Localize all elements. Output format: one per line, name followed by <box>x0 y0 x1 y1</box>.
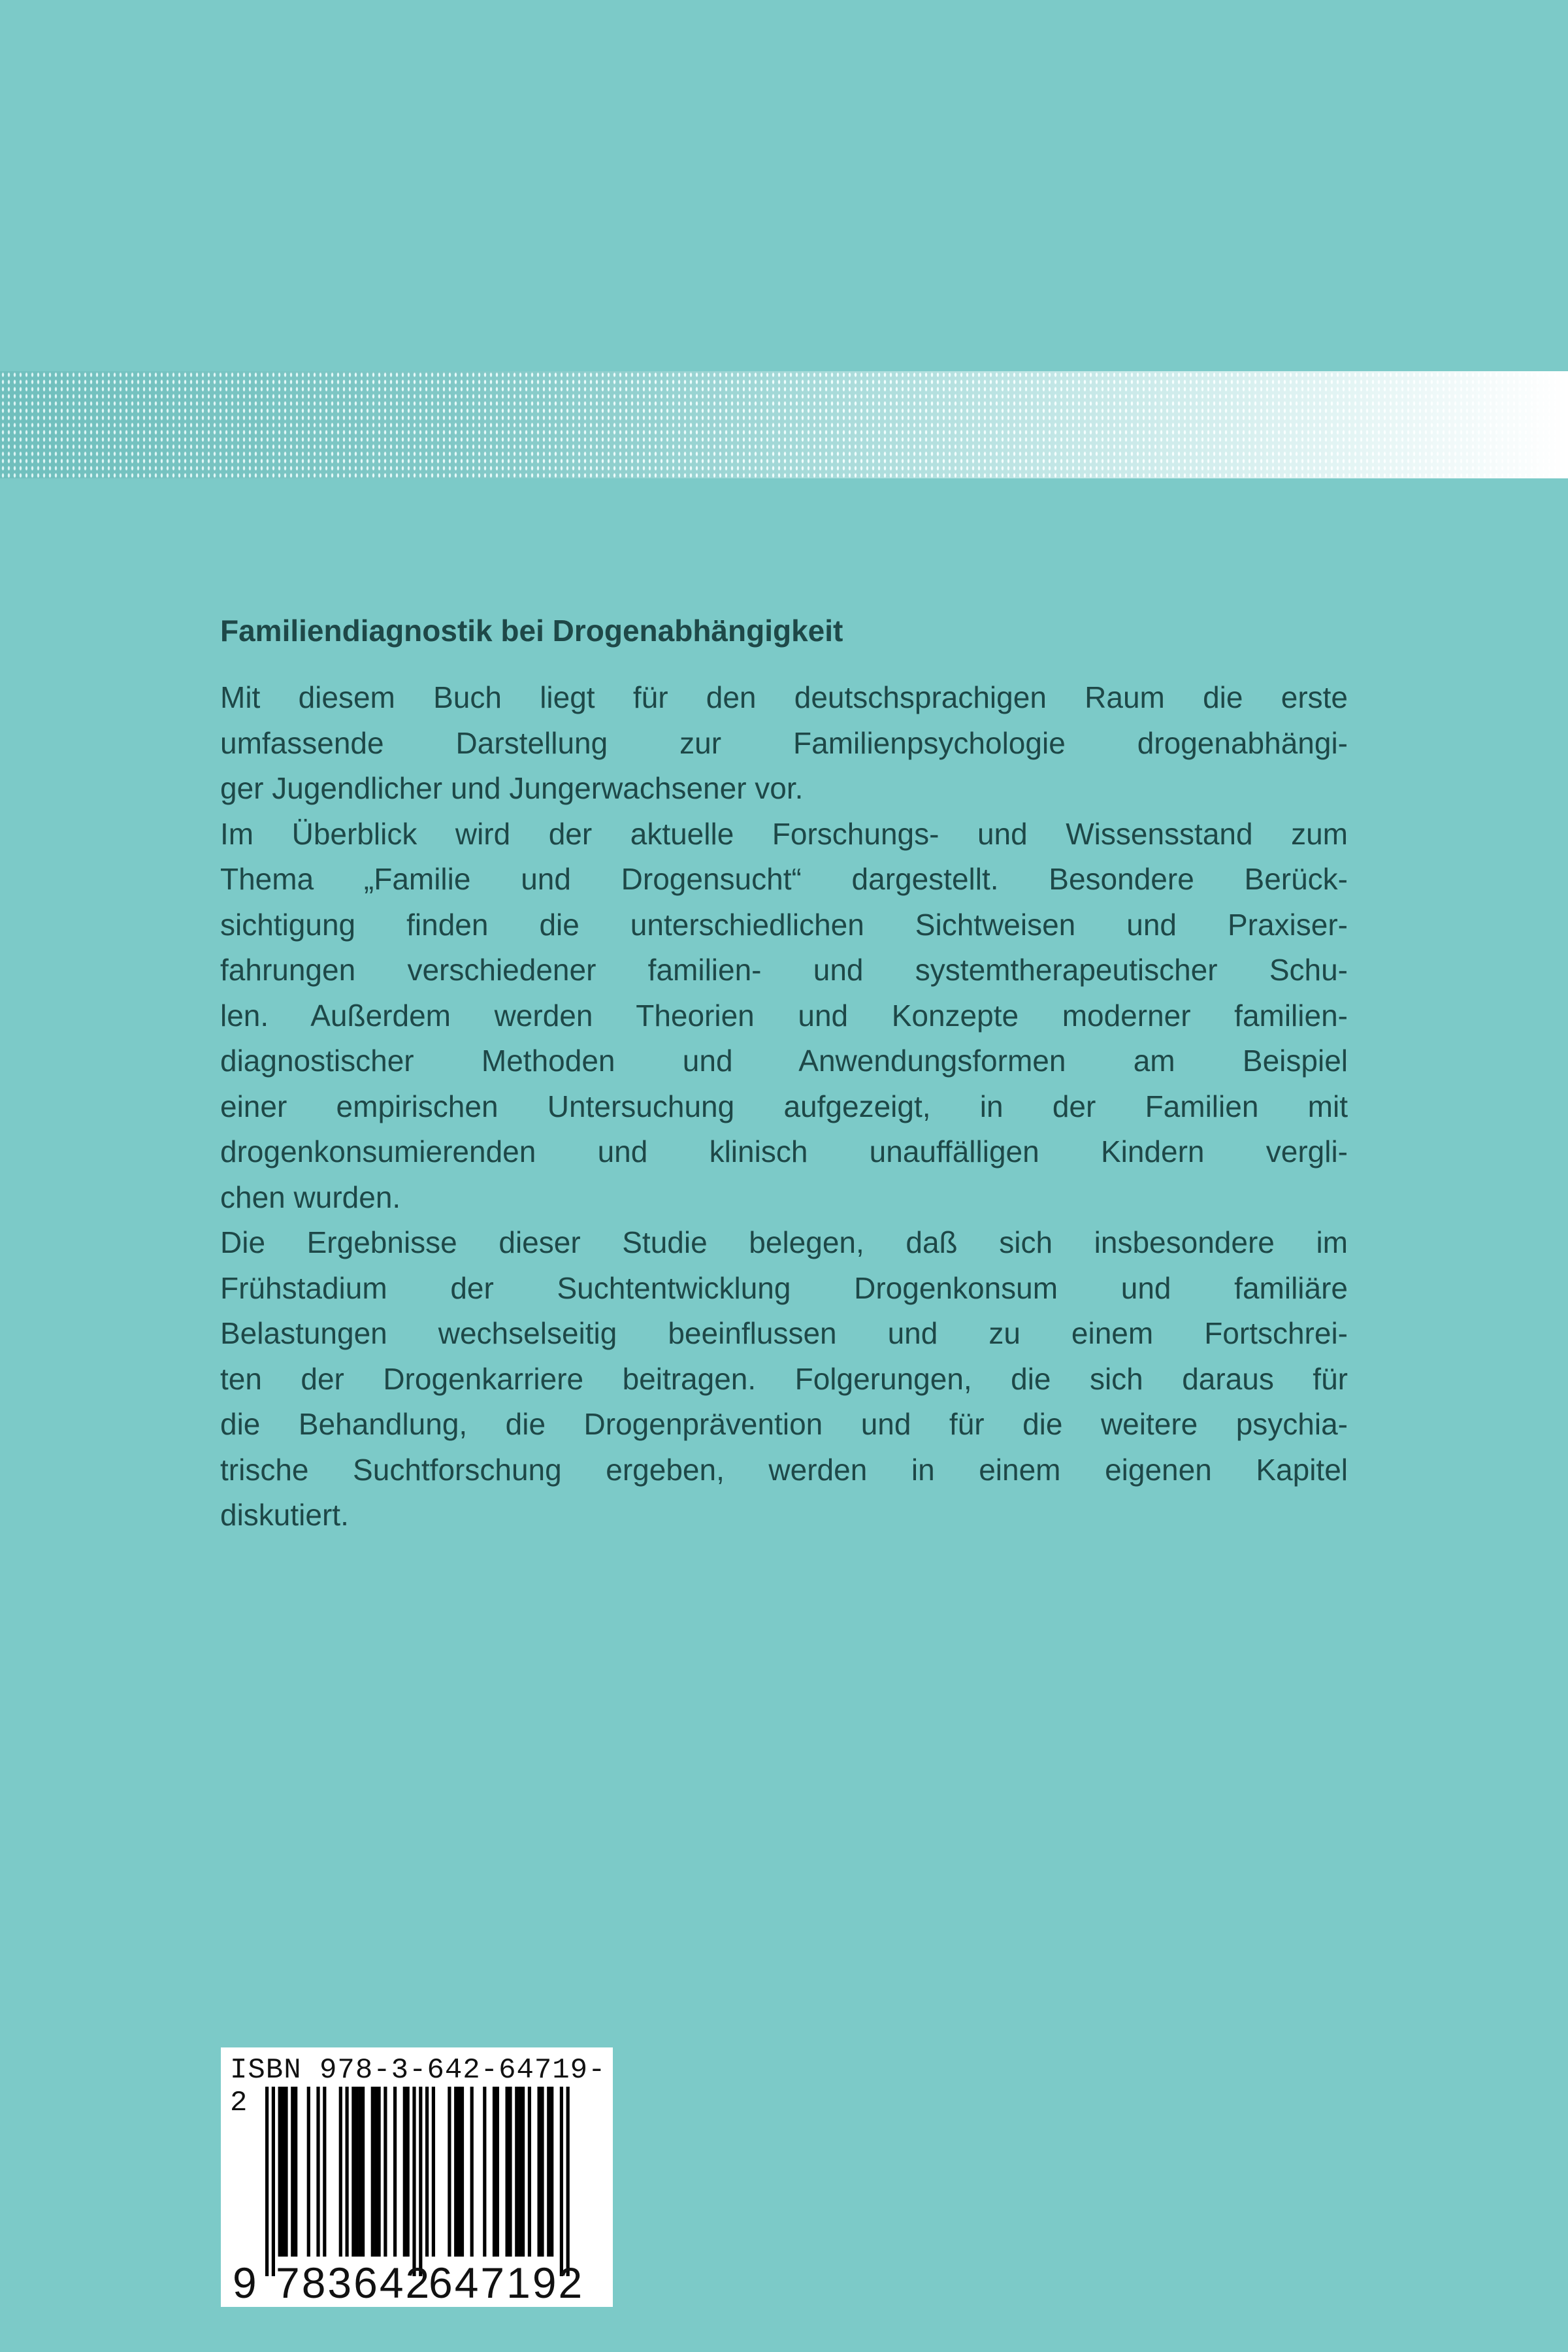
barcode-bar <box>323 2087 326 2257</box>
blurb-line: Die Ergebnisse dieser Studie belegen, daß sich insbesondere im <box>220 1225 1348 1259</box>
barcode-bar <box>461 2087 464 2257</box>
blurb-line: einer empirischen Untersuchung aufgezeigt, in der Familien mit <box>220 1089 1348 1123</box>
barcode-bar <box>483 2087 486 2257</box>
barcode-bar <box>538 2087 541 2257</box>
barcode-bar <box>528 2087 531 2257</box>
barcode-bar <box>384 2087 387 2257</box>
barcode-bar <box>371 2087 374 2257</box>
barcode-bar <box>508 2087 512 2257</box>
isbn-barcode <box>221 2047 613 2307</box>
barcode-bar <box>457 2087 461 2257</box>
barcode-bar <box>493 2087 496 2257</box>
barcode-bar <box>448 2087 451 2257</box>
blurb-line: len. Außerdem werden Theorien und Konzepte moderner familien- <box>220 998 1348 1033</box>
barcode-bar <box>550 2087 553 2257</box>
blurb-line: ten der Drogenkarriere beitragen. Folgerungen, die sich daraus für <box>220 1361 1348 1396</box>
barcode-bar <box>265 2087 269 2276</box>
blurb-line: ger Jugendlicher und Jungerwachsener vor. <box>220 771 804 805</box>
blurb-line: drogenkonsumierenden und klinisch unauffälligen Kindern vergli- <box>220 1135 1348 1168</box>
halftone-band <box>0 371 1568 478</box>
barcode-bar <box>403 2087 406 2257</box>
barcode-bar <box>291 2087 294 2257</box>
blurb-line: trische Suchtforschung ergeben, werden in einem eigenen Kapitel <box>220 1452 1348 1487</box>
barcode-bar <box>506 2087 509 2257</box>
isbn-label: ISBN 978-3-642-64719-2 <box>230 2054 606 2119</box>
barcode-bar <box>307 2087 310 2257</box>
barcode-digit-first: 9 <box>233 2259 257 2307</box>
barcode-bar <box>393 2087 397 2257</box>
barcode-bar <box>294 2087 297 2257</box>
blurb-line: Frühstadium der Suchtentwicklung Drogenkonsum und familiäre <box>220 1270 1348 1305</box>
barcode-bar <box>339 2087 342 2257</box>
barcode-bar <box>412 2087 416 2276</box>
barcode-bar <box>406 2087 410 2257</box>
blurb-line: die Behandlung, die Drogenprävention und für die weitere psychia- <box>220 1407 1348 1441</box>
barcode-bar <box>351 2087 355 2257</box>
blurb-line: Thema „Familie und Drogensucht“ dargestellt. Besondere Berück- <box>220 862 1348 896</box>
barcode-bar <box>425 2087 429 2257</box>
barcode-bar <box>419 2087 422 2276</box>
blurb-title: Familiendiagnostik bei Drogenabhängigkeit <box>220 614 843 648</box>
blurb <box>220 608 1348 1538</box>
barcode-bar <box>566 2087 570 2276</box>
barcode-bar <box>358 2087 361 2257</box>
blurb-line: Belastungen wechselseitig beeinflussen und zu einem Fortschrei- <box>220 1316 1348 1350</box>
blurb-line: Mit diesem Buch liegt für den deutschsprachigen Raum die erste <box>220 680 1348 714</box>
barcode-bar <box>374 2087 378 2257</box>
barcode-digits-right: 647192 <box>429 2259 585 2307</box>
blurb-line: Im Überblick wird der aktuelle Forschungs- und Wissensstand zum <box>220 816 1348 851</box>
blurb-line: chen wurden. <box>220 1180 401 1214</box>
blurb-line: diskutiert. <box>220 1498 349 1532</box>
barcode-bar <box>284 2087 287 2257</box>
halftone-dots <box>0 371 1568 478</box>
barcode-bar <box>432 2087 435 2257</box>
barcode-bar <box>316 2087 319 2257</box>
blurb-body <box>220 675 1348 1538</box>
barcode-bar <box>515 2087 518 2257</box>
blurb-line: sichtigung finden die unterschiedlichen Sichtweisen und Praxiser- <box>220 907 1348 942</box>
barcode-bar <box>278 2087 282 2257</box>
blurb-line: umfassende Darstellung zur Familienpsychologie drogenabhängi- <box>220 725 1348 760</box>
barcode-bar <box>540 2087 544 2257</box>
barcode-bar <box>560 2087 563 2276</box>
barcode-bar <box>346 2087 349 2257</box>
barcode-bar <box>470 2087 474 2257</box>
barcode-bar <box>496 2087 499 2257</box>
barcode-bar <box>355 2087 358 2257</box>
blurb-line: diagnostischer Methoden und Anwendungsformen am Beispiel <box>220 1044 1348 1078</box>
barcode-bar <box>547 2087 550 2257</box>
blurb-line: fahrungen verschiedener familien- und systemtherapeutischer Schu- <box>220 953 1348 987</box>
barcode-bar <box>272 2087 275 2276</box>
barcode-bar <box>378 2087 381 2257</box>
barcode-bar <box>361 2087 365 2257</box>
barcode-digits-left: 783642 <box>276 2259 432 2307</box>
barcode-bar <box>521 2087 525 2257</box>
barcode-bar <box>454 2087 457 2257</box>
barcode-bar <box>518 2087 521 2257</box>
barcode-bar <box>282 2087 285 2257</box>
